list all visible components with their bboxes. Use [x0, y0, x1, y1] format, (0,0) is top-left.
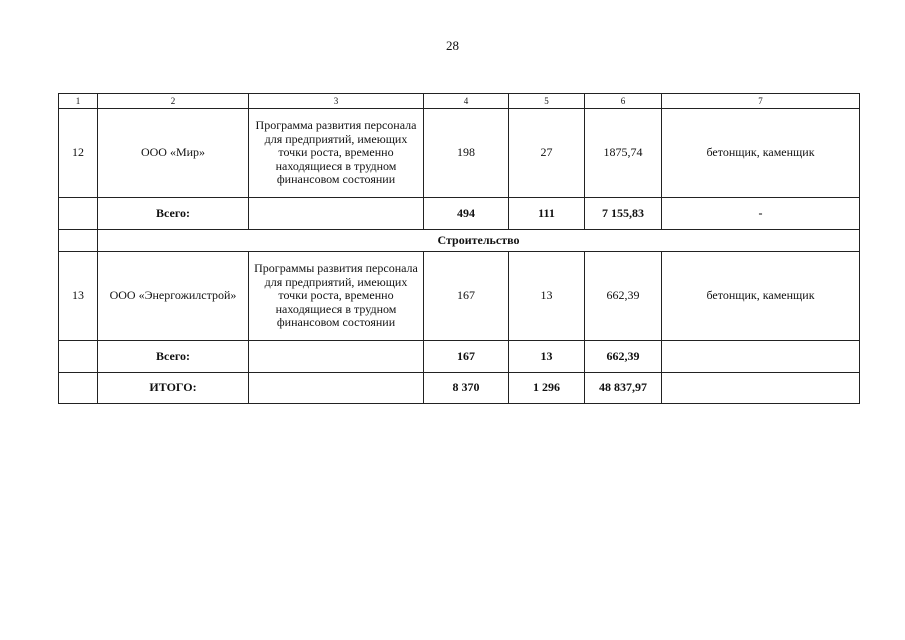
- col6-value: 7 155,83: [585, 198, 662, 230]
- table-row-13: [59, 252, 860, 341]
- column-number: 1: [59, 94, 98, 109]
- col5-value: 27: [509, 109, 585, 198]
- company-name: ООО «Энергожилстрой»: [98, 252, 249, 341]
- column-number-row: [59, 94, 860, 109]
- col4-value: 8 370: [424, 373, 509, 404]
- professions: бетонщик, каменщик: [662, 109, 860, 198]
- col6-value: 662,39: [585, 252, 662, 341]
- subtotal-row: [59, 198, 860, 230]
- empty-cell: [59, 341, 98, 373]
- table-row-12: [59, 109, 860, 198]
- column-number: 6: [585, 94, 662, 109]
- col5-value: 111: [509, 198, 585, 230]
- empty-cell: [249, 373, 424, 404]
- empty-cell: [59, 373, 98, 404]
- column-number: 5: [509, 94, 585, 109]
- col7-value: [662, 373, 860, 404]
- col7-value: [662, 341, 860, 373]
- col7-value: -: [662, 198, 860, 230]
- col5-value: 13: [509, 252, 585, 341]
- empty-cell: [59, 198, 98, 230]
- column-number: 2: [98, 94, 249, 109]
- col4-value: 167: [424, 252, 509, 341]
- section-title: Строительство: [98, 230, 860, 252]
- col5-value: 1 296: [509, 373, 585, 404]
- col4-value: 167: [424, 341, 509, 373]
- subtotal-row: [59, 341, 860, 373]
- grand-total-label: ИТОГО:: [98, 373, 249, 404]
- col4-value: 494: [424, 198, 509, 230]
- program-name: Программы развития персонала для предприятий, имеющих точки роста, временно находящиеся в трудном финансовом состоянии: [249, 252, 424, 341]
- subtotal-label: Всего:: [98, 198, 249, 230]
- col5-value: 13: [509, 341, 585, 373]
- column-number: 4: [424, 94, 509, 109]
- program-name: Программа развития персонала для предприятий, имеющих точки роста, временно находящиеся в трудном финансовом состоянии: [249, 109, 424, 198]
- col6-value: 662,39: [585, 341, 662, 373]
- professions: бетонщик, каменщик: [662, 252, 860, 341]
- column-number: 3: [249, 94, 424, 109]
- empty-cell: [249, 341, 424, 373]
- row-number: 12: [59, 109, 98, 198]
- col6-value: 1875,74: [585, 109, 662, 198]
- empty-cell: [249, 198, 424, 230]
- subtotal-label: Всего:: [98, 341, 249, 373]
- program-table: [58, 93, 860, 404]
- company-name: ООО «Мир»: [98, 109, 249, 198]
- row-number: 13: [59, 252, 98, 341]
- col4-value: 198: [424, 109, 509, 198]
- empty-cell: [59, 230, 98, 252]
- page-number: 28: [446, 38, 459, 53]
- grand-total-row: [59, 373, 860, 404]
- section-row: [59, 230, 860, 252]
- col6-value: 48 837,97: [585, 373, 662, 404]
- column-number: 7: [662, 94, 860, 109]
